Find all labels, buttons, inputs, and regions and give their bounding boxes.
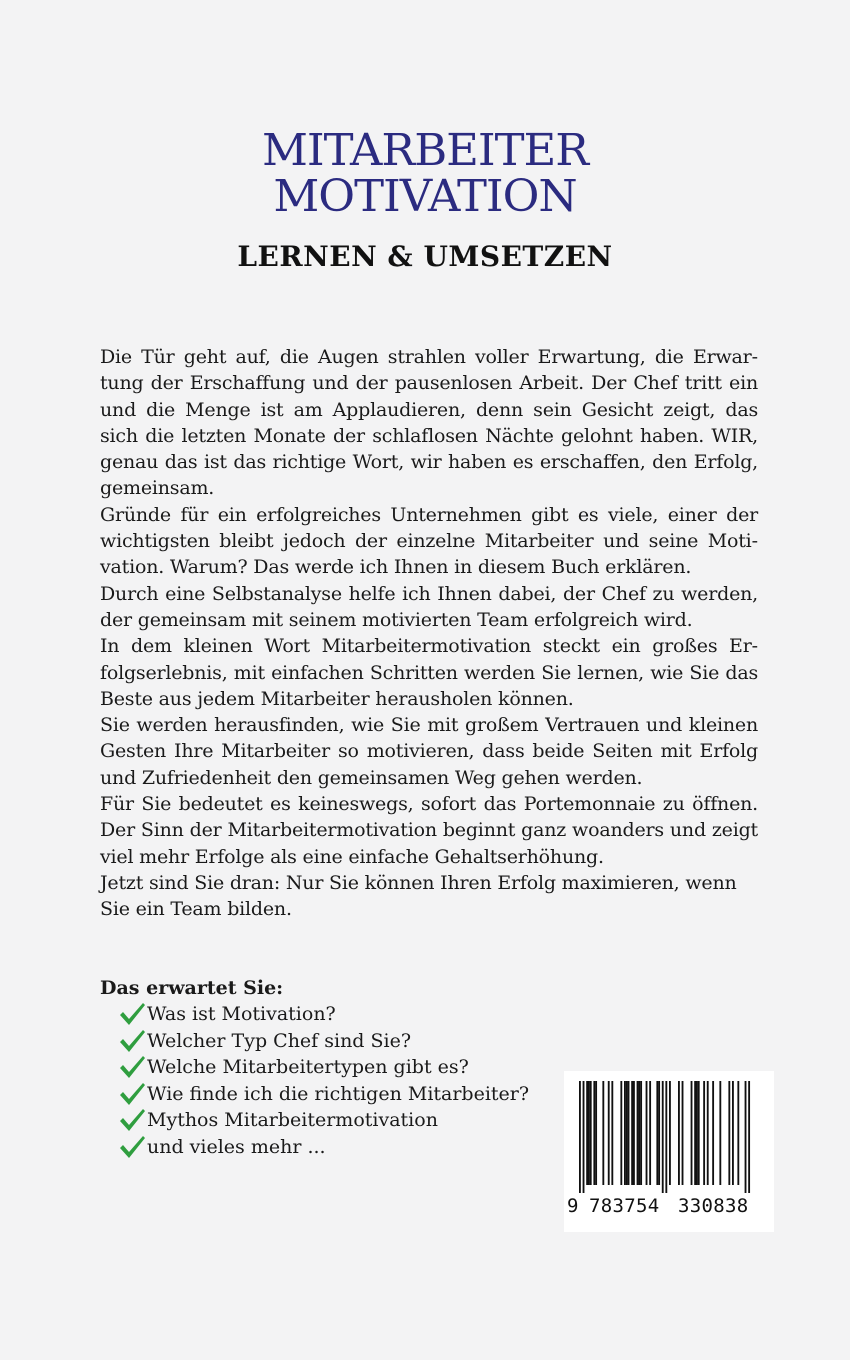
check-icon xyxy=(118,1028,146,1054)
barcode-bar xyxy=(631,1081,633,1185)
barcode-digits-left: 783754 xyxy=(589,1195,660,1217)
blurb-text xyxy=(100,344,758,923)
barcode-bar xyxy=(691,1081,693,1185)
list-item-label: Welche Mitarbeitertypen gibt es? xyxy=(147,1056,469,1078)
barcode-digits-right: 330838 xyxy=(678,1195,749,1217)
barcode-bar xyxy=(656,1081,658,1185)
barcode-bar xyxy=(595,1081,597,1185)
barcode-bar xyxy=(640,1081,642,1185)
barcode-bar xyxy=(579,1081,581,1193)
subtitle: LERNEN & UMSETZEN xyxy=(237,240,613,273)
barcode-bar xyxy=(628,1081,630,1185)
barcode-bar xyxy=(590,1081,592,1185)
barcode-bar xyxy=(608,1081,610,1185)
barcode-bar xyxy=(732,1081,734,1185)
barcode-bar xyxy=(646,1081,648,1185)
barcode-bar xyxy=(669,1081,671,1185)
title-line-1: MITARBEITER xyxy=(261,125,589,176)
barcode-bar xyxy=(633,1081,635,1185)
title-line-2: MOTIVATION xyxy=(273,171,577,222)
barcode-bar xyxy=(602,1081,604,1185)
barcode-bar xyxy=(748,1081,750,1193)
expectations-heading: Das erwartet Sie: xyxy=(100,977,284,999)
barcode-bar xyxy=(593,1081,595,1185)
blurb-paragraph: Jetzt sind Sie dran: Nur Sie können Ihren Erfolg maximieren, wenn Sie ein Team bilden. xyxy=(100,871,737,921)
barcode-bar xyxy=(658,1081,660,1185)
list-item xyxy=(118,1134,570,1161)
barcode-bar xyxy=(719,1081,721,1185)
barcode-bar xyxy=(583,1081,585,1193)
check-icon xyxy=(118,1054,146,1080)
list-item-label: Was ist Motivation? xyxy=(147,1003,336,1025)
blurb-paragraph: Für Sie bedeutet es keineswegs, sofort das Portemonnaie zu öffnen. Der Sinn der Mitarbeitermotivation beginnt ganz woanders und zeigt viel mehr Erfolge als eine einfache Gehaltserhöhung. xyxy=(100,793,758,868)
list-item-label: und vieles mehr ... xyxy=(147,1135,326,1158)
expectations-list xyxy=(100,1001,570,1160)
barcode-bar xyxy=(707,1081,709,1185)
barcode-bar xyxy=(638,1081,640,1185)
blurb-paragraph: In dem kleinen Wort Mitarbeitermotivation steckt ein großes Erfolgserlebnis, mit einfachen Schritten werden Sie lernen, wie Sie das Beste aus jedem Mitarbeiter herausholen können. xyxy=(100,635,758,710)
list-item xyxy=(118,1054,570,1081)
list-item xyxy=(118,1001,570,1028)
barcode-bar xyxy=(624,1081,626,1185)
barcode-bar xyxy=(728,1081,730,1185)
list-item-label: Wie finde ich die richtigen Mitarbeiter? xyxy=(147,1082,530,1105)
barcode-bar xyxy=(696,1081,698,1185)
barcode-bar xyxy=(712,1081,714,1185)
list-item xyxy=(118,1107,570,1134)
barcode-bar xyxy=(665,1081,667,1193)
blurb-paragraph: Sie werden herausfinden, wie Sie mit großem Vertrauen und kleinen Gesten Ihre Mitarbeiter so motivieren, dass beide Seiten mit Erfolg und Zufriedenheit den gemeinsamen Weg gehen werden. xyxy=(100,714,758,789)
barcode-bar xyxy=(678,1081,680,1185)
barcode-digit-first: 9 xyxy=(567,1195,579,1217)
title-block xyxy=(0,125,850,273)
barcode-bar xyxy=(588,1081,590,1185)
barcode-bar xyxy=(620,1081,622,1185)
list-item-label: Mythos Mitarbeitermotivation xyxy=(147,1109,438,1131)
barcode-bar xyxy=(662,1081,664,1193)
barcode-bar xyxy=(737,1081,739,1185)
blurb-paragraph: Die Tür geht auf, die Augen strahlen voller Erwartung, die Erwartung der Erschaffung und der pausenlosen Arbeit. Der Chef tritt ein und die Menge ist am Applaudieren, denn sein Gesicht zeigt, das sich die letzten Monate der schlaflosen Nächte gelohnt haben. WIR, genau das ist das richtige Wort, wir haben es erschaffen, den Erfolg, gemeinsam. xyxy=(100,346,758,500)
barcode-bar xyxy=(586,1081,588,1185)
expectations-section xyxy=(100,975,570,1160)
barcode-bars xyxy=(579,1081,759,1193)
barcode-bar xyxy=(745,1081,747,1193)
barcode-bar xyxy=(703,1081,705,1185)
list-item-label: Welcher Typ Chef sind Sie? xyxy=(147,1029,412,1052)
blurb-paragraph: Durch eine Selbstanalyse helfe ich Ihnen dabei, der Chef zu werden, der gemeinsam mit seinem motivierten Team erfolgreich wird. xyxy=(100,582,758,631)
check-icon xyxy=(118,1107,146,1133)
list-item xyxy=(118,1028,570,1055)
barcode-bar xyxy=(682,1081,684,1185)
barcode-bar xyxy=(698,1081,700,1185)
barcode-bar xyxy=(637,1081,639,1185)
isbn-barcode xyxy=(564,1071,774,1232)
list-item xyxy=(118,1081,570,1108)
barcode-bar xyxy=(626,1081,628,1185)
barcode-bar xyxy=(694,1081,696,1185)
blurb-paragraph: Gründe für ein erfolgreiches Unternehmen gibt es viele, einer der wichtigsten bleibt jedoch der einzelne Mitarbeiter und seine Motivation. Warum? Das werde ich Ihnen in diesem Buch erklären. xyxy=(100,503,758,579)
check-icon xyxy=(118,1081,146,1107)
barcode-bar xyxy=(649,1081,651,1185)
barcode-bar xyxy=(611,1081,613,1185)
check-icon xyxy=(118,1001,146,1027)
check-icon xyxy=(118,1134,146,1160)
